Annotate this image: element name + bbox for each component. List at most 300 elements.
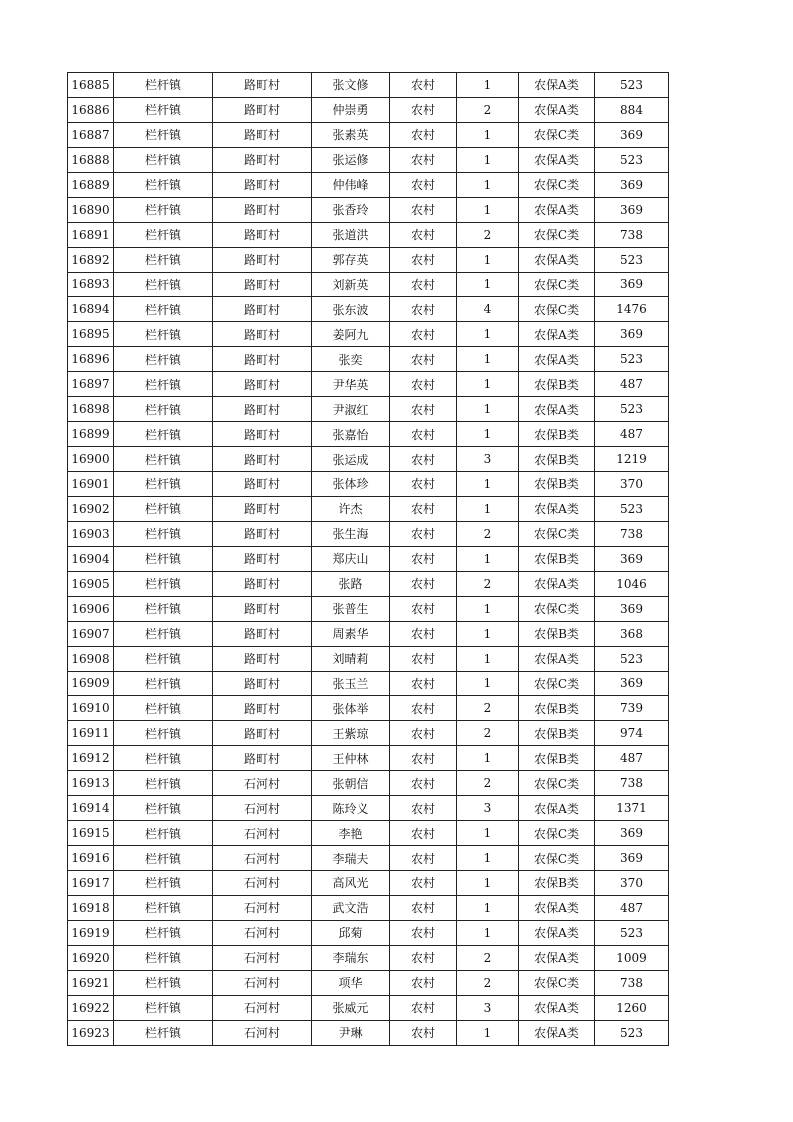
cell-row-id: 16909 (68, 671, 114, 696)
cell-amount: 738 (595, 771, 669, 796)
cell-town: 栏杆镇 (114, 995, 213, 1020)
table-row (68, 621, 669, 646)
cell-village: 石河村 (213, 1020, 312, 1045)
cell-area-type: 农村 (390, 297, 457, 322)
cell-area-type: 农村 (390, 796, 457, 821)
cell-amount: 369 (595, 172, 669, 197)
cell-area-type: 农村 (390, 496, 457, 521)
cell-town: 栏杆镇 (114, 920, 213, 945)
cell-town: 栏杆镇 (114, 771, 213, 796)
cell-row-id: 16894 (68, 297, 114, 322)
cell-area-type: 农村 (390, 721, 457, 746)
cell-row-id: 16900 (68, 447, 114, 472)
cell-insurance-category: 农保A类 (519, 895, 595, 920)
cell-insurance-category: 农保A类 (519, 397, 595, 422)
cell-row-id: 16915 (68, 821, 114, 846)
cell-insurance-category: 农保A类 (519, 945, 595, 970)
cell-name: 张运修 (312, 147, 390, 172)
cell-town: 栏杆镇 (114, 1020, 213, 1045)
cell-row-id: 16911 (68, 721, 114, 746)
cell-amount: 369 (595, 122, 669, 147)
cell-area-type: 农村 (390, 920, 457, 945)
cell-village: 路町村 (213, 147, 312, 172)
table-row (68, 472, 669, 497)
cell-town: 栏杆镇 (114, 970, 213, 995)
cell-household-count: 1 (457, 821, 519, 846)
cell-name: 刘晴莉 (312, 646, 390, 671)
table-row (68, 871, 669, 896)
cell-insurance-category: 农保B类 (519, 472, 595, 497)
cell-insurance-category: 农保C类 (519, 297, 595, 322)
cell-household-count: 1 (457, 746, 519, 771)
cell-household-count: 1 (457, 596, 519, 621)
cell-name: 张威元 (312, 995, 390, 1020)
cell-village: 路町村 (213, 472, 312, 497)
cell-household-count: 1 (457, 496, 519, 521)
cell-town: 栏杆镇 (114, 945, 213, 970)
table-row (68, 73, 669, 98)
cell-amount: 738 (595, 222, 669, 247)
table-row (68, 796, 669, 821)
cell-insurance-category: 农保C类 (519, 771, 595, 796)
cell-name: 邱菊 (312, 920, 390, 945)
cell-insurance-category: 农保A类 (519, 1020, 595, 1045)
table-row (68, 546, 669, 571)
cell-household-count: 1 (457, 397, 519, 422)
cell-town: 栏杆镇 (114, 122, 213, 147)
table-row (68, 646, 669, 671)
cell-amount: 369 (595, 596, 669, 621)
cell-household-count: 1 (457, 546, 519, 571)
cell-name: 项华 (312, 970, 390, 995)
cell-row-id: 16901 (68, 472, 114, 497)
cell-village: 石河村 (213, 945, 312, 970)
cell-household-count: 4 (457, 297, 519, 322)
cell-name: 张道洪 (312, 222, 390, 247)
cell-row-id: 16920 (68, 945, 114, 970)
cell-insurance-category: 农保A类 (519, 920, 595, 945)
cell-area-type: 农村 (390, 422, 457, 447)
cell-town: 栏杆镇 (114, 721, 213, 746)
cell-name: 李瑞东 (312, 945, 390, 970)
cell-household-count: 1 (457, 372, 519, 397)
cell-village: 石河村 (213, 970, 312, 995)
cell-village: 石河村 (213, 995, 312, 1020)
cell-amount: 369 (595, 821, 669, 846)
table-row (68, 422, 669, 447)
cell-name: 刘新英 (312, 272, 390, 297)
table-row (68, 447, 669, 472)
cell-town: 栏杆镇 (114, 422, 213, 447)
cell-village: 石河村 (213, 871, 312, 896)
cell-name: 尹琳 (312, 1020, 390, 1045)
cell-row-id: 16890 (68, 197, 114, 222)
cell-town: 栏杆镇 (114, 821, 213, 846)
table-row (68, 197, 669, 222)
cell-town: 栏杆镇 (114, 372, 213, 397)
cell-village: 路町村 (213, 222, 312, 247)
table-row (68, 821, 669, 846)
cell-town: 栏杆镇 (114, 197, 213, 222)
cell-household-count: 2 (457, 721, 519, 746)
cell-amount: 487 (595, 422, 669, 447)
cell-row-id: 16904 (68, 546, 114, 571)
cell-village: 路町村 (213, 397, 312, 422)
cell-household-count: 1 (457, 197, 519, 222)
cell-row-id: 16892 (68, 247, 114, 272)
cell-town: 栏杆镇 (114, 746, 213, 771)
cell-village: 路町村 (213, 172, 312, 197)
cell-name: 尹华英 (312, 372, 390, 397)
table-row (68, 97, 669, 122)
cell-row-id: 16916 (68, 846, 114, 871)
cell-name: 王紫琼 (312, 721, 390, 746)
cell-insurance-category: 农保A类 (519, 197, 595, 222)
cell-area-type: 农村 (390, 746, 457, 771)
cell-row-id: 16896 (68, 347, 114, 372)
cell-insurance-category: 农保B类 (519, 696, 595, 721)
cell-insurance-category: 农保B类 (519, 746, 595, 771)
cell-household-count: 1 (457, 347, 519, 372)
cell-village: 石河村 (213, 895, 312, 920)
cell-household-count: 1 (457, 920, 519, 945)
cell-amount: 523 (595, 147, 669, 172)
cell-row-id: 16917 (68, 871, 114, 896)
table-row (68, 322, 669, 347)
cell-area-type: 农村 (390, 646, 457, 671)
cell-row-id: 16888 (68, 147, 114, 172)
cell-row-id: 16887 (68, 122, 114, 147)
cell-amount: 739 (595, 696, 669, 721)
cell-amount: 369 (595, 546, 669, 571)
cell-amount: 974 (595, 721, 669, 746)
cell-household-count: 1 (457, 272, 519, 297)
cell-name: 尹淑红 (312, 397, 390, 422)
cell-row-id: 16922 (68, 995, 114, 1020)
cell-village: 路町村 (213, 372, 312, 397)
cell-town: 栏杆镇 (114, 322, 213, 347)
cell-insurance-category: 农保A类 (519, 73, 595, 98)
cell-area-type: 农村 (390, 995, 457, 1020)
cell-village: 路町村 (213, 646, 312, 671)
cell-town: 栏杆镇 (114, 521, 213, 546)
cell-area-type: 农村 (390, 372, 457, 397)
cell-town: 栏杆镇 (114, 397, 213, 422)
cell-name: 高风光 (312, 871, 390, 896)
table-body (68, 73, 669, 1046)
cell-name: 武文浩 (312, 895, 390, 920)
cell-town: 栏杆镇 (114, 596, 213, 621)
table-row (68, 521, 669, 546)
cell-area-type: 农村 (390, 172, 457, 197)
cell-area-type: 农村 (390, 347, 457, 372)
cell-row-id: 16905 (68, 571, 114, 596)
cell-amount: 523 (595, 496, 669, 521)
cell-area-type: 农村 (390, 621, 457, 646)
cell-insurance-category: 农保A类 (519, 571, 595, 596)
cell-village: 路町村 (213, 247, 312, 272)
cell-row-id: 16907 (68, 621, 114, 646)
cell-name: 张体举 (312, 696, 390, 721)
cell-name: 张运成 (312, 447, 390, 472)
cell-area-type: 农村 (390, 322, 457, 347)
cell-area-type: 农村 (390, 671, 457, 696)
table-row (68, 995, 669, 1020)
cell-household-count: 3 (457, 447, 519, 472)
cell-household-count: 1 (457, 422, 519, 447)
cell-name: 张东波 (312, 297, 390, 322)
cell-village: 路町村 (213, 447, 312, 472)
cell-town: 栏杆镇 (114, 571, 213, 596)
cell-village: 路町村 (213, 73, 312, 98)
cell-amount: 1046 (595, 571, 669, 596)
cell-town: 栏杆镇 (114, 671, 213, 696)
cell-village: 路町村 (213, 571, 312, 596)
cell-area-type: 农村 (390, 945, 457, 970)
cell-amount: 1009 (595, 945, 669, 970)
cell-row-id: 16919 (68, 920, 114, 945)
cell-area-type: 农村 (390, 871, 457, 896)
table-row (68, 272, 669, 297)
cell-area-type: 农村 (390, 147, 457, 172)
cell-insurance-category: 农保C类 (519, 671, 595, 696)
table-row (68, 945, 669, 970)
cell-name: 郭存英 (312, 247, 390, 272)
cell-insurance-category: 农保B类 (519, 871, 595, 896)
cell-village: 路町村 (213, 746, 312, 771)
cell-town: 栏杆镇 (114, 172, 213, 197)
cell-village: 路町村 (213, 521, 312, 546)
cell-amount: 523 (595, 347, 669, 372)
cell-village: 路町村 (213, 596, 312, 621)
cell-insurance-category: 农保C类 (519, 970, 595, 995)
cell-insurance-category: 农保B类 (519, 372, 595, 397)
table-row (68, 222, 669, 247)
cell-amount: 369 (595, 671, 669, 696)
cell-row-id: 16906 (68, 596, 114, 621)
cell-area-type: 农村 (390, 447, 457, 472)
cell-village: 路町村 (213, 122, 312, 147)
cell-row-id: 16889 (68, 172, 114, 197)
cell-row-id: 16910 (68, 696, 114, 721)
table-row (68, 895, 669, 920)
cell-row-id: 16902 (68, 496, 114, 521)
cell-insurance-category: 农保A类 (519, 322, 595, 347)
cell-area-type: 农村 (390, 546, 457, 571)
cell-insurance-category: 农保A类 (519, 796, 595, 821)
cell-household-count: 1 (457, 621, 519, 646)
table-row (68, 397, 669, 422)
benefit-table (67, 72, 669, 1046)
cell-amount: 1371 (595, 796, 669, 821)
cell-insurance-category: 农保C类 (519, 172, 595, 197)
cell-village: 路町村 (213, 422, 312, 447)
cell-village: 路町村 (213, 546, 312, 571)
table-row (68, 496, 669, 521)
cell-household-count: 1 (457, 646, 519, 671)
cell-household-count: 2 (457, 771, 519, 796)
cell-amount: 487 (595, 746, 669, 771)
cell-area-type: 农村 (390, 970, 457, 995)
cell-amount: 370 (595, 871, 669, 896)
cell-row-id: 16912 (68, 746, 114, 771)
cell-amount: 523 (595, 397, 669, 422)
cell-name: 张嘉怡 (312, 422, 390, 447)
cell-row-id: 16898 (68, 397, 114, 422)
cell-insurance-category: 农保A类 (519, 496, 595, 521)
table-row (68, 1020, 669, 1045)
cell-amount: 523 (595, 73, 669, 98)
cell-town: 栏杆镇 (114, 546, 213, 571)
cell-household-count: 2 (457, 521, 519, 546)
cell-household-count: 1 (457, 472, 519, 497)
cell-amount: 523 (595, 247, 669, 272)
cell-row-id: 16913 (68, 771, 114, 796)
cell-household-count: 1 (457, 147, 519, 172)
cell-name: 郑庆山 (312, 546, 390, 571)
cell-area-type: 农村 (390, 596, 457, 621)
cell-insurance-category: 农保B类 (519, 447, 595, 472)
cell-area-type: 农村 (390, 222, 457, 247)
cell-name: 陈玲义 (312, 796, 390, 821)
cell-area-type: 农村 (390, 197, 457, 222)
cell-amount: 369 (595, 272, 669, 297)
cell-area-type: 农村 (390, 247, 457, 272)
table-row (68, 596, 669, 621)
cell-town: 栏杆镇 (114, 846, 213, 871)
cell-household-count: 1 (457, 247, 519, 272)
table-row (68, 372, 669, 397)
cell-town: 栏杆镇 (114, 97, 213, 122)
cell-town: 栏杆镇 (114, 696, 213, 721)
cell-row-id: 16918 (68, 895, 114, 920)
cell-name: 张奕 (312, 347, 390, 372)
cell-village: 石河村 (213, 920, 312, 945)
cell-household-count: 2 (457, 696, 519, 721)
cell-row-id: 16899 (68, 422, 114, 447)
cell-name: 张朝信 (312, 771, 390, 796)
cell-town: 栏杆镇 (114, 871, 213, 896)
cell-insurance-category: 农保A类 (519, 646, 595, 671)
cell-name: 张香玲 (312, 197, 390, 222)
cell-area-type: 农村 (390, 846, 457, 871)
cell-name: 王仲林 (312, 746, 390, 771)
cell-household-count: 1 (457, 73, 519, 98)
cell-town: 栏杆镇 (114, 222, 213, 247)
cell-insurance-category: 农保C类 (519, 821, 595, 846)
cell-village: 路町村 (213, 197, 312, 222)
cell-amount: 738 (595, 970, 669, 995)
cell-area-type: 农村 (390, 122, 457, 147)
cell-household-count: 1 (457, 871, 519, 896)
cell-village: 路町村 (213, 322, 312, 347)
cell-town: 栏杆镇 (114, 347, 213, 372)
cell-name: 张体珍 (312, 472, 390, 497)
cell-household-count: 3 (457, 796, 519, 821)
cell-area-type: 农村 (390, 397, 457, 422)
cell-household-count: 1 (457, 895, 519, 920)
cell-town: 栏杆镇 (114, 646, 213, 671)
cell-insurance-category: 农保A类 (519, 247, 595, 272)
cell-amount: 523 (595, 646, 669, 671)
cell-amount: 368 (595, 621, 669, 646)
cell-row-id: 16921 (68, 970, 114, 995)
cell-household-count: 1 (457, 1020, 519, 1045)
cell-town: 栏杆镇 (114, 272, 213, 297)
cell-insurance-category: 农保A类 (519, 147, 595, 172)
cell-village: 路町村 (213, 272, 312, 297)
cell-amount: 487 (595, 372, 669, 397)
cell-insurance-category: 农保C类 (519, 596, 595, 621)
cell-village: 路町村 (213, 97, 312, 122)
cell-town: 栏杆镇 (114, 472, 213, 497)
cell-row-id: 16886 (68, 97, 114, 122)
cell-village: 石河村 (213, 821, 312, 846)
cell-area-type: 农村 (390, 472, 457, 497)
cell-town: 栏杆镇 (114, 796, 213, 821)
cell-name: 姜阿九 (312, 322, 390, 347)
cell-town: 栏杆镇 (114, 247, 213, 272)
cell-row-id: 16891 (68, 222, 114, 247)
table-row (68, 746, 669, 771)
cell-area-type: 农村 (390, 771, 457, 796)
cell-area-type: 农村 (390, 272, 457, 297)
cell-area-type: 农村 (390, 1020, 457, 1045)
cell-area-type: 农村 (390, 521, 457, 546)
cell-insurance-category: 农保B类 (519, 721, 595, 746)
cell-row-id: 16923 (68, 1020, 114, 1045)
cell-household-count: 1 (457, 122, 519, 147)
cell-amount: 369 (595, 846, 669, 871)
cell-amount: 1476 (595, 297, 669, 322)
cell-insurance-category: 农保C类 (519, 122, 595, 147)
cell-household-count: 2 (457, 571, 519, 596)
cell-town: 栏杆镇 (114, 496, 213, 521)
cell-insurance-category: 农保C类 (519, 222, 595, 247)
cell-row-id: 16897 (68, 372, 114, 397)
cell-town: 栏杆镇 (114, 297, 213, 322)
cell-village: 路町村 (213, 621, 312, 646)
table-row (68, 970, 669, 995)
cell-row-id: 16903 (68, 521, 114, 546)
cell-amount: 738 (595, 521, 669, 546)
cell-name: 张普生 (312, 596, 390, 621)
table-row (68, 571, 669, 596)
cell-insurance-category: 农保A类 (519, 995, 595, 1020)
cell-amount: 1260 (595, 995, 669, 1020)
table-row (68, 297, 669, 322)
table-row (68, 247, 669, 272)
cell-amount: 369 (595, 197, 669, 222)
cell-row-id: 16893 (68, 272, 114, 297)
cell-insurance-category: 农保A类 (519, 97, 595, 122)
cell-area-type: 农村 (390, 73, 457, 98)
cell-row-id: 16895 (68, 322, 114, 347)
cell-amount: 1219 (595, 447, 669, 472)
table-row (68, 122, 669, 147)
cell-insurance-category: 农保C类 (519, 846, 595, 871)
cell-amount: 487 (595, 895, 669, 920)
cell-household-count: 1 (457, 846, 519, 871)
cell-household-count: 2 (457, 970, 519, 995)
cell-area-type: 农村 (390, 97, 457, 122)
cell-household-count: 2 (457, 97, 519, 122)
cell-town: 栏杆镇 (114, 147, 213, 172)
cell-insurance-category: 农保B类 (519, 546, 595, 571)
cell-insurance-category: 农保C类 (519, 521, 595, 546)
cell-village: 路町村 (213, 696, 312, 721)
cell-household-count: 2 (457, 945, 519, 970)
